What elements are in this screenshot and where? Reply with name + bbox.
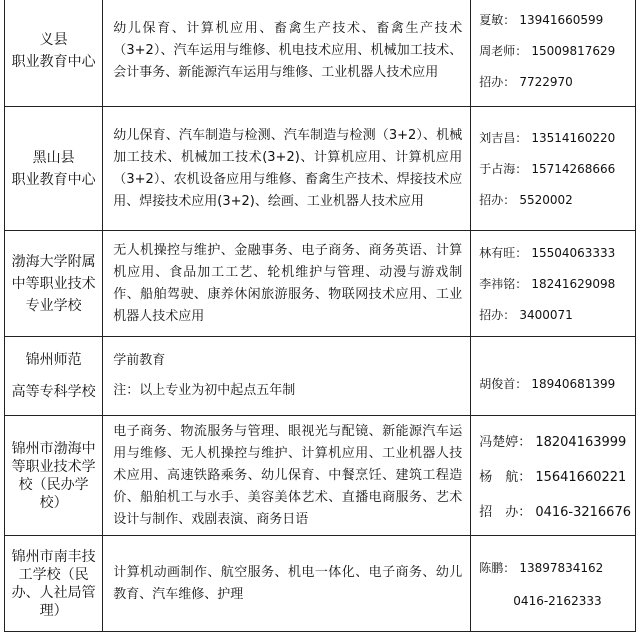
table-row <box>5 416 636 536</box>
majors-cell <box>103 0 471 107</box>
contact-phone: 15504063333 <box>531 246 616 260</box>
school-name-cell <box>5 536 103 632</box>
contact-phone: 0416-3216676 <box>535 505 631 520</box>
contact-line <box>479 73 631 90</box>
majors-cell <box>103 416 471 536</box>
school-name-cell <box>5 337 103 416</box>
school-name-line: 锦州市渤海中 <box>11 440 96 457</box>
school-name-cell <box>5 0 103 107</box>
contact-phone: 18204163999 <box>535 435 627 450</box>
table-row <box>5 536 636 632</box>
majors-text: 无人机操控与维护、金融事务、电子商务、商务英语、计算机应用、食品加工工艺、轮机维护与管理、动漫与游戏制作、船舶驾驶、康养休闲旅游服务、物联网技术应用、工业机器人技术应用 <box>113 242 463 324</box>
contact-line <box>479 306 631 323</box>
contact-phone: 13514160220 <box>531 131 616 145</box>
contact-name: 招办： <box>479 75 516 89</box>
contact-name: 刘吉昌： <box>479 131 528 145</box>
contact-name: 陈鹏： <box>479 561 516 575</box>
contact-phone: 0416-2162333 <box>513 594 602 608</box>
school-name-line: 锦州师范 <box>25 352 82 368</box>
contact-cell <box>471 536 636 632</box>
contact-line <box>479 160 631 177</box>
contact-phone: 15009817629 <box>531 44 616 58</box>
contact-name: 招办： <box>479 308 516 322</box>
table-row <box>5 337 636 416</box>
school-name-line: 办、人社局管 <box>11 584 96 601</box>
contact-line <box>479 244 631 261</box>
school-name-line: 义县 <box>39 31 68 48</box>
contact-cell <box>471 416 636 536</box>
contact-phone: 7722970 <box>519 75 573 89</box>
contact-phone: 18241629098 <box>531 277 616 291</box>
contact-phone: 13897834162 <box>519 561 604 575</box>
majors-text: 学前教育 <box>113 353 166 368</box>
school-name-line: 专业学校 <box>25 297 82 314</box>
contact-name: 林有旺： <box>479 246 528 260</box>
school-name-line: 校） <box>39 494 68 511</box>
contact-name: 杨 航： <box>479 470 532 485</box>
contact-line <box>479 11 631 28</box>
school-name-line: 中等职业技术 <box>11 275 96 292</box>
contact-phone: 13941660599 <box>519 13 604 27</box>
table-row <box>5 107 636 231</box>
contact-name: 招 办： <box>479 505 532 520</box>
contact-cell <box>471 107 636 231</box>
table-row <box>5 0 636 107</box>
contact-line <box>479 361 631 392</box>
school-name-cell <box>5 107 103 231</box>
contact-line <box>479 42 631 59</box>
contact-line <box>479 559 631 576</box>
school-name-line: 黑山县 <box>32 149 75 166</box>
majors-text: 幼儿保育、汽车制造与检测、汽车制造与检测（3+2）、机械加工技术、机械加工技术(3+2)、计算机应用、计算机应用（3+2）、农机设备应用与维修、畜禽生产技术、焊接技术应用、焊接技术应用(3+2)、绘画、工业机器人技术应用 <box>113 127 463 209</box>
contact-name: 于占海： <box>479 162 528 176</box>
majors-text: 计算机动画制作、航空服务、机电一体化、电子商务、幼儿教育、汽车维修、护理 <box>113 564 463 602</box>
contact-cell <box>471 0 636 107</box>
school-name-cell <box>5 231 103 337</box>
majors-text: 幼儿保育、计算机应用、畜禽生产技术、畜禽生产技术（3+2）、汽车运用与维修、机电技术应用、机械加工技术、会计事务、新能源汽车运用与维修、工业机器人技术应用 <box>113 20 463 80</box>
contact-line <box>479 466 631 485</box>
school-name-line: 等职业技术学 <box>11 458 96 475</box>
contact-cell <box>471 337 636 416</box>
contact-line <box>479 431 631 450</box>
school-name-line: 理） <box>39 602 68 619</box>
school-name-line: 锦州市南丰技 <box>11 548 96 565</box>
school-name-line: 职业教育中心 <box>11 171 96 188</box>
school-name-line: 渤海大学附属 <box>11 253 96 270</box>
majors-cell <box>103 107 471 231</box>
school-name-line: 高等专科学校 <box>11 384 96 400</box>
school-name-line: 校（民办学 <box>18 476 89 493</box>
school-name-line: 职业教育中心 <box>11 53 96 70</box>
majors-cell <box>103 337 471 416</box>
contact-name: 冯楚婷： <box>479 435 532 450</box>
contact-name: 夏敏： <box>479 13 516 27</box>
contact-line <box>479 501 631 520</box>
contact-phone: 5520002 <box>519 193 573 207</box>
contact-name: 李祎铭： <box>479 277 528 291</box>
majors-cell <box>103 536 471 632</box>
school-name-cell <box>5 416 103 536</box>
majors-note: 注：以上专业为初中起点五年制 <box>113 383 296 398</box>
contact-line <box>479 275 631 292</box>
contact-phone: 3400071 <box>519 308 573 322</box>
contact-name: 招办： <box>479 193 516 207</box>
school-table <box>4 0 636 632</box>
table-row <box>5 231 636 337</box>
contact-line <box>479 594 631 608</box>
contact-line <box>479 129 631 146</box>
contact-line <box>479 191 631 208</box>
contact-phone: 15641660221 <box>535 470 627 485</box>
majors-text: 电子商务、物流服务与管理、眼视光与配镜、新能源汽车运用与维修、无人机操控与维护、计算机应用、工业机器人技术应用、高速铁路乘务、幼儿保育、中餐烹饪、建筑工程造价、船舶机工与水手、美容美体艺术、直播电商服务、艺术设计与制作、戏剧表演、商务日语 <box>113 423 463 527</box>
contact-name: 周老师： <box>479 44 528 58</box>
contact-cell <box>471 231 636 337</box>
school-name-line: 工学校（民 <box>18 566 89 583</box>
majors-cell <box>103 231 471 337</box>
contact-name: 胡俊首： <box>479 376 528 391</box>
contact-phone: 15714268666 <box>531 162 616 176</box>
contact-phone: 18940681399 <box>531 376 616 391</box>
